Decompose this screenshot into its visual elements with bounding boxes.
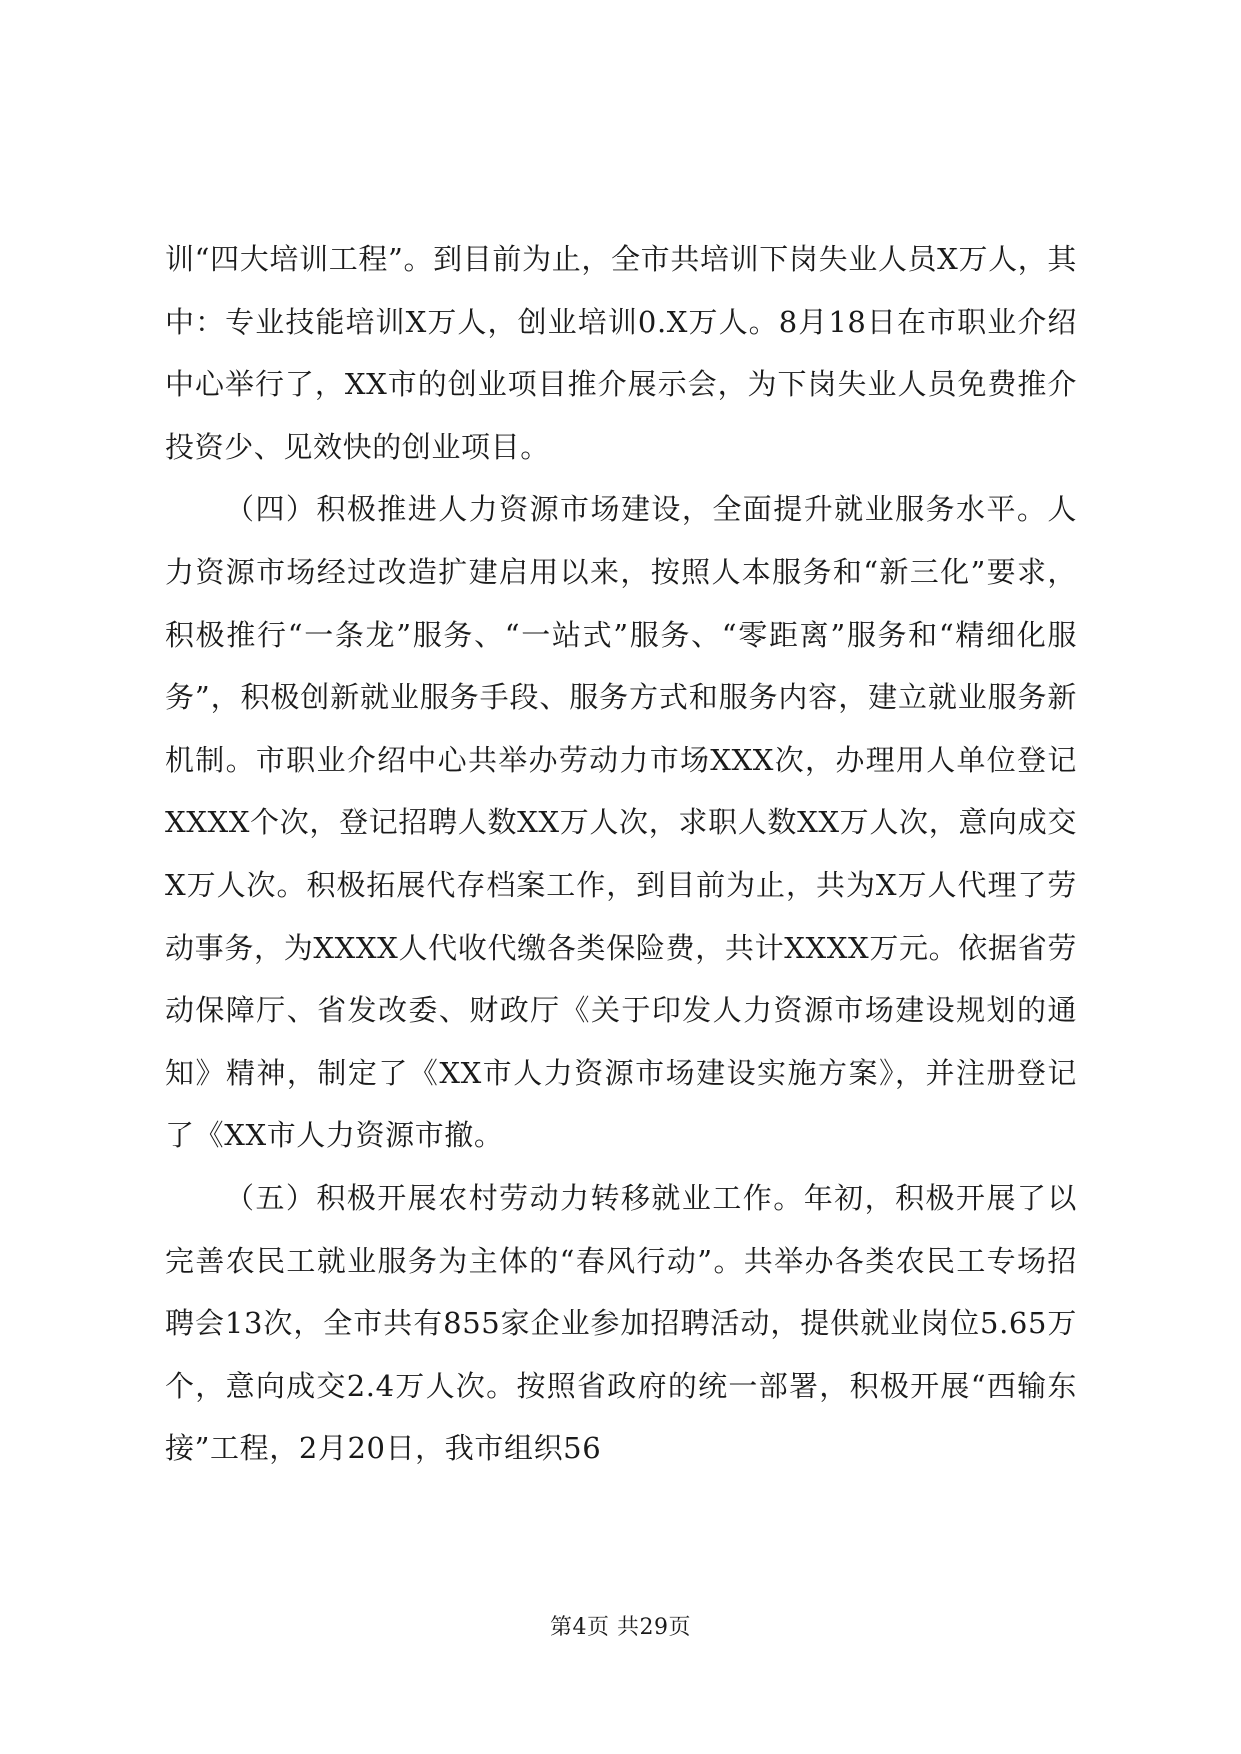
paragraph-hr-market: （四）积极推进人力资源市场建设，全面提升就业服务水平。人力资源市场经过改造扩建启用以来，按照人本服务和“新三化”要求，积极推行“一条龙”服务、“一站式”服务、“零距离”服务和“精细化服务”，积极创新就业服务手段、服务方式和服务内容，建立就业服务新机制。市职业介绍中心共举办劳动力市场XXX次，办理用人单位登记XXXX个次，登记招聘人数XX万人次，求职人数XX万人次，意向成交X万人次。积极拓展代存档案工作，到目前为止，共为X万人代理了劳动事务，为XXXX人代收代缴各类保险费，共计XXXX万元。依据省劳动保障厅、省发改委、财政厅《关于印发人力资源市场建设规划的通知》精神，制定了《XX市人力资源市场建设实施方案》，并注册登记了《XX市人力资源市撤。	[165, 492, 1077, 1153]
paragraph-training: 训“四大培训工程”。到目前为止，全市共培训下岗失业人员X万人，其中：专业技能培训X万人，创业培训0.X万人。8月18日在市职业介绍中心举行了，XX市的创业项目推介展示会，为下岗失业人员免费推介投资少、见效快的创业项目。	[165, 242, 1077, 464]
document-body	[165, 228, 1077, 1480]
paragraph-rural-labor: （五）积极开展农村劳动力转移就业工作。年初，积极开展了以完善农民工就业服务为主体的“春风行动”。共举办各类农民工专场招聘会13次，全市共有855家企业参加招聘活动，提供就业岗位5.65万个，意向成交2.4万人次。按照省政府的统一部署，积极开展“西输东接”工程，2月20日，我市组织56	[165, 1180, 1077, 1466]
page-number: 第4页 共29页	[550, 1615, 691, 1640]
